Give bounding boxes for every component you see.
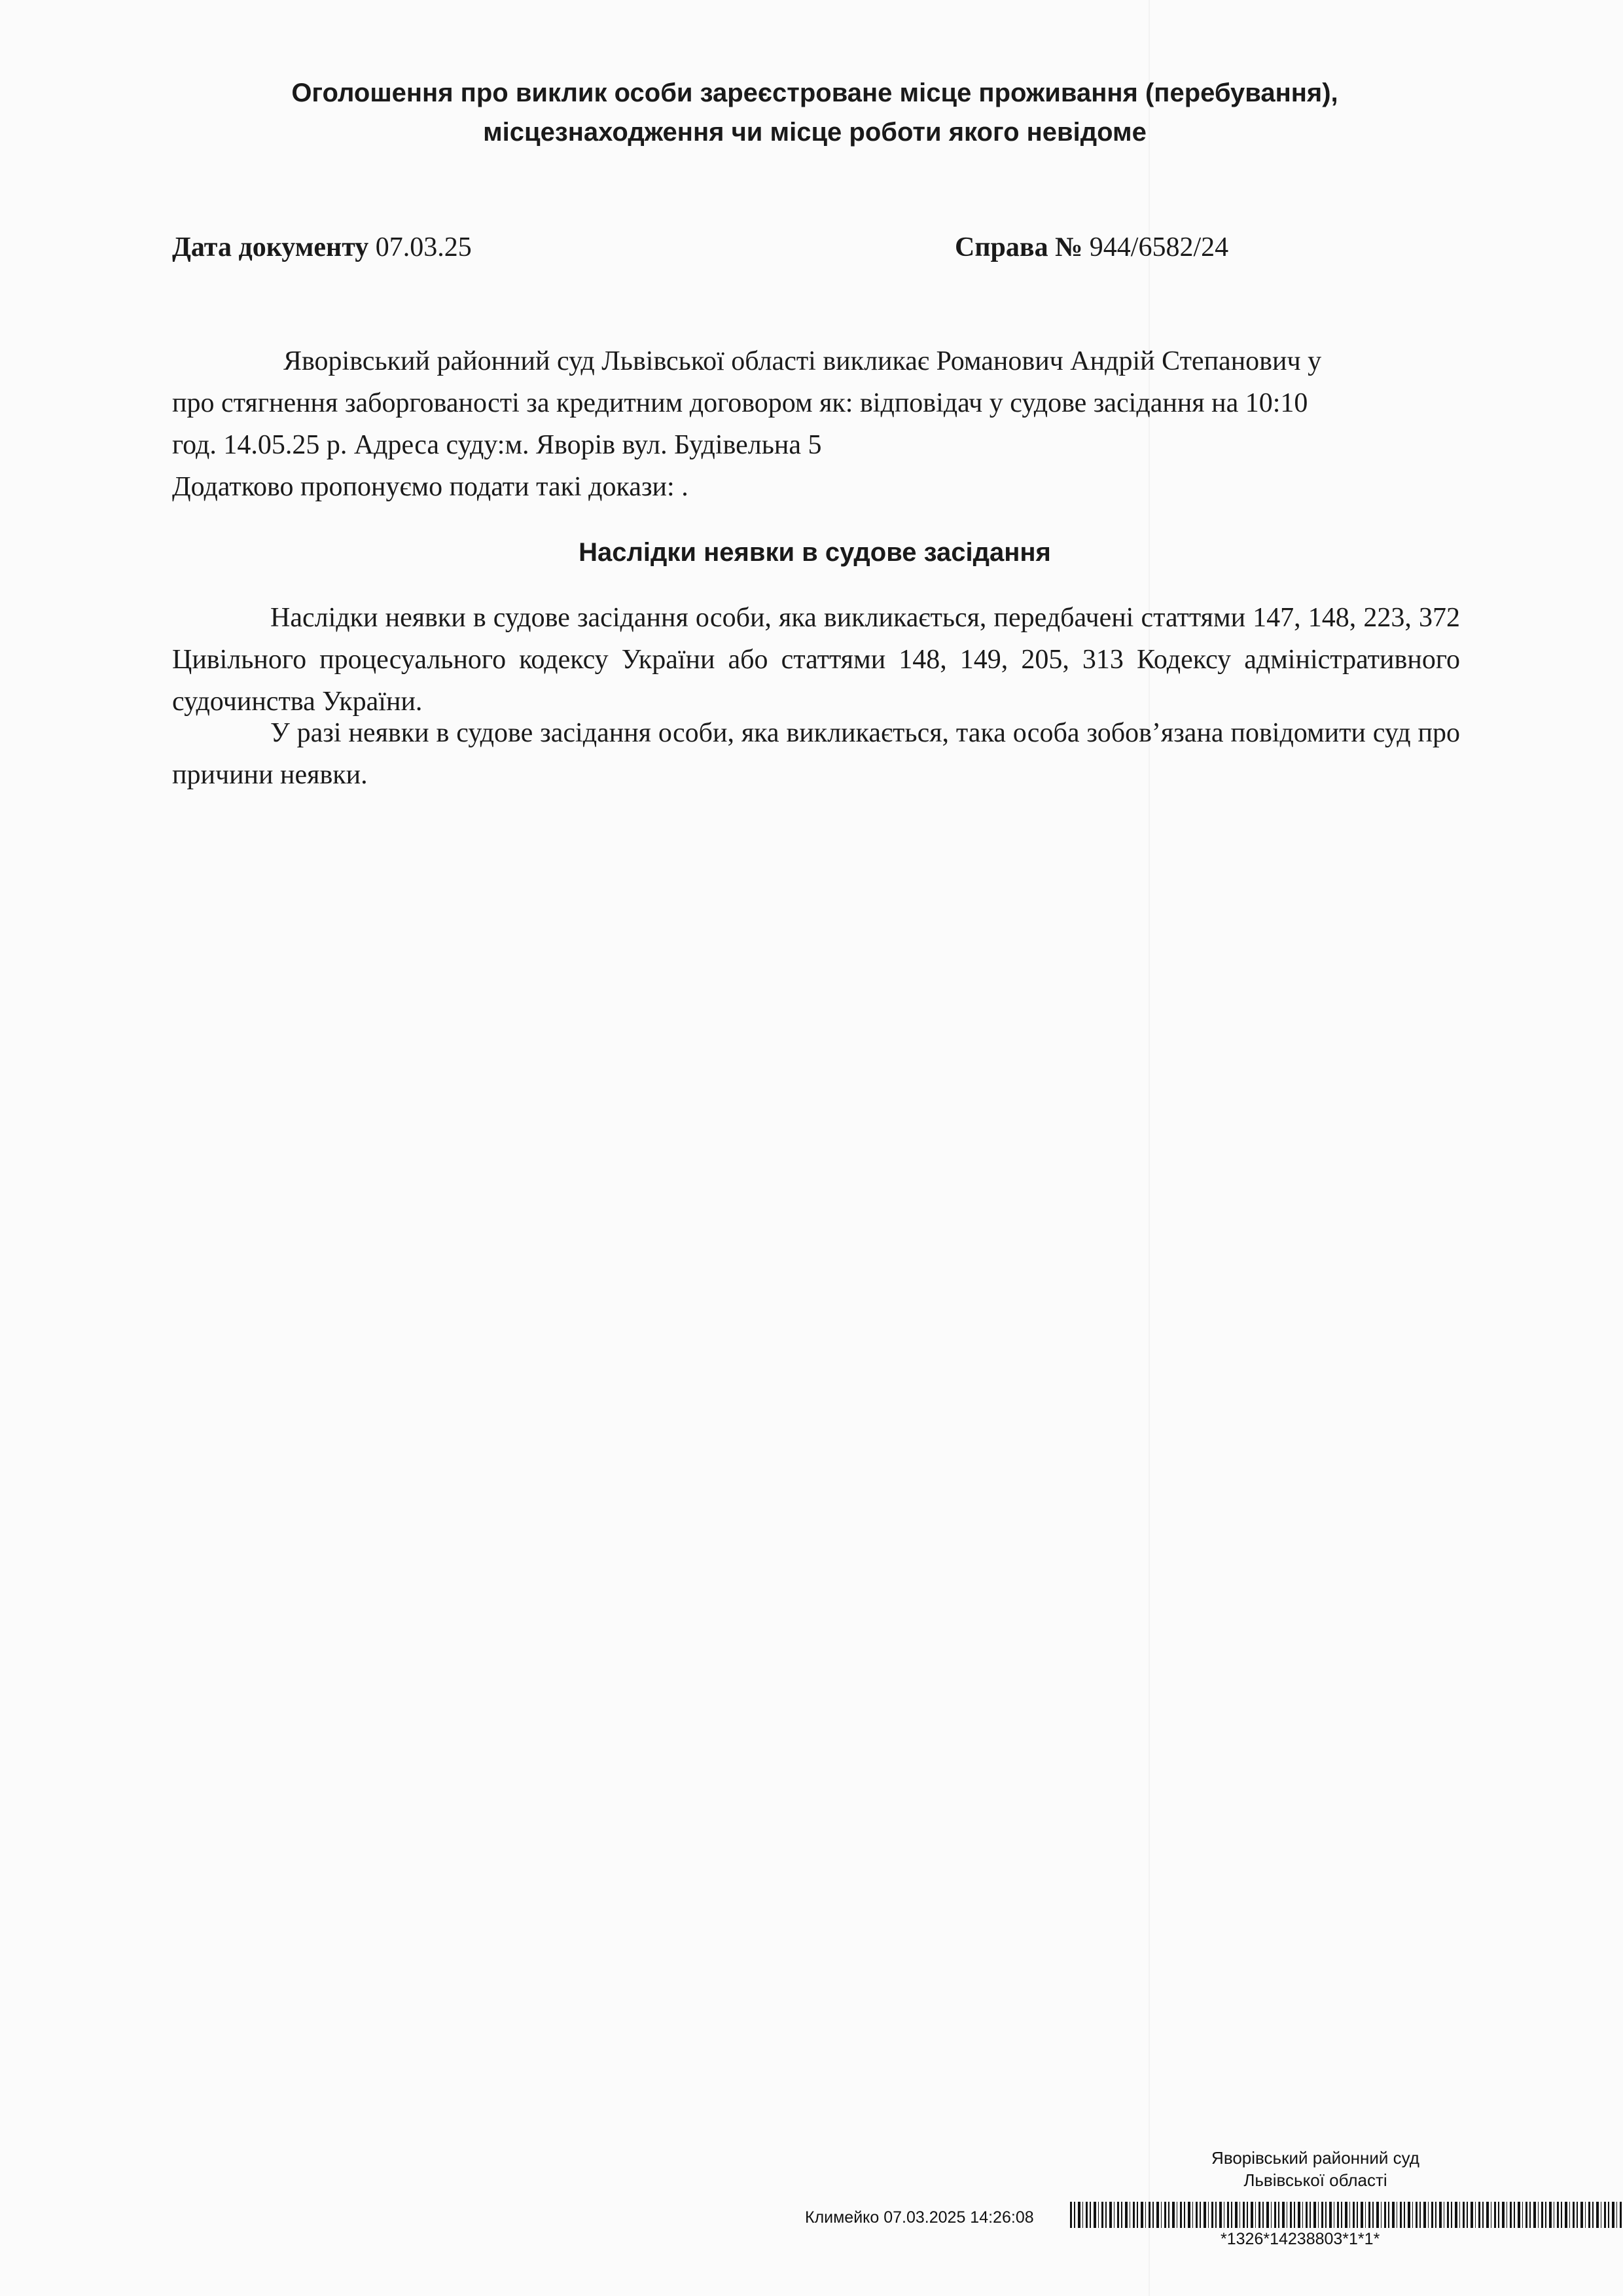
document-meta: [172, 228, 1455, 267]
barcode-number: *1326*14238803*1*1*: [1221, 2230, 1380, 2248]
stamp-court-line-2: Львівської області: [1243, 2170, 1387, 2190]
summons-line-1: Яворівський районний суд Львівської області викликає Романович Андрій Степанович у: [283, 346, 1322, 376]
court-stamp: [805, 2147, 1571, 2278]
title-line-2: місцезнаходження чи місце роботи якого невідоме: [483, 118, 1147, 147]
date-label: Дата документу: [172, 232, 369, 262]
summons-line-4: Додатково пропонуємо подати такі докази: .: [172, 472, 688, 502]
summons-line-3: год. 14.05.25 р. Адреса суду:м. Яворів вул. Будівельна 5: [172, 430, 822, 460]
consequences-heading: Наслідки неявки в судове засідання: [579, 538, 1051, 567]
case-number: [955, 228, 1228, 267]
document-date: [172, 228, 472, 267]
summons-paragraph: [172, 340, 1460, 508]
date-value: 07.03.25: [368, 232, 472, 262]
case-value: 944/6582/24: [1082, 232, 1229, 262]
summons-line-2: про стягнення заборгованості за кредитним договором як: відповідач у судове засідання на 10:10: [172, 388, 1308, 418]
title-line-1: Оголошення про виклик особи зареєстроване місце проживання (перебування),: [291, 79, 1338, 107]
stamp-court-line-1: Яворівський районний суд: [1211, 2148, 1419, 2168]
barcode-icon: [1070, 2202, 1623, 2228]
stamp-court-name: [1119, 2147, 1512, 2191]
document-title: [164, 73, 1466, 152]
stamp-signer: Климейко 07.03.2025 14:26:08: [805, 2208, 1034, 2227]
consequences-paragraph-2: У разі неявки в судове засідання особи, яка викликається, така особа зобов’язана повідомити суд про причини неявки.: [172, 718, 1460, 790]
case-label: Справа №: [955, 232, 1083, 262]
consequences-paragraph-1: Наслідки неявки в судове засідання особи, яка викликається, передбачені статтями 147, 148, 223, 372 Цивільного процесуального кодексу України або статтями 148, 149, 205, 313 Кодексу адміністративного судочинства України.: [172, 603, 1460, 717]
